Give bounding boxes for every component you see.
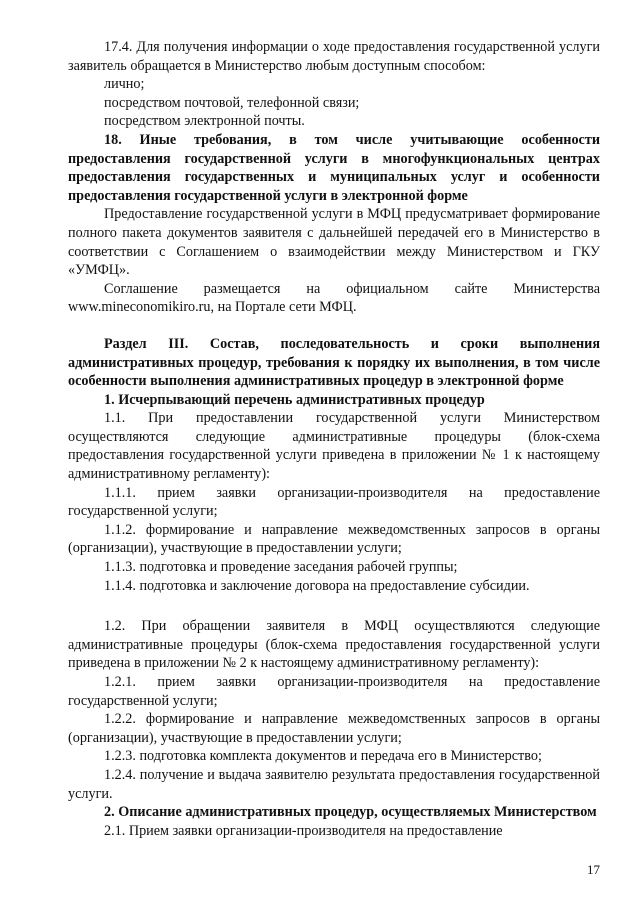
paragraph-1-2: 1.2. При обращении заявителя в МФЦ осуществляются следующие административные процедуры (блок-схема предоставления государственной услуги приведена в приложении № 2 к настоящему административному регламенту): [68,618,600,672]
spacer [68,317,600,335]
paragraph-1-1-3: 1.1.3. подготовка и проведение заседания рабочей группы; [104,559,458,576]
paragraph-1-2-3: 1.2.3. подготовка комплекта документов и передача его в Министерство; [104,748,542,765]
paragraph-1-1: 1.1. При предоставлении государственной услуги Министерством осуществляются следующие административные процедуры (блок-схема предоставления государственной услуги приведена в приложении № 1 к настоящему административному регламенту): [68,410,600,483]
paragraph-mfc-service: Предоставление государственной услуги в МФЦ предусматривает формирование полного пакета документов заявителя с дальнейшей передачей его в Министерство в соответствии с Соглашением о взаимодействии между Министерством и ГКУ «УМФЦ». [68,206,600,279]
paragraph-1-1-2: 1.1.2. формирование и направление межведомственных запросов в органы (организации), участвующие в предоставлении услуги; [68,521,600,557]
section-iii-heading: Раздел III. Состав, последовательность и сроки выполнения административных процедур, требования к порядку их выполнения, в том числе особенности выполнения административных процедур в электронной форме [68,335,600,390]
paragraph-1-2-2: 1.2.2. формирование и направление межведомственных запросов в органы (организации), участвующие в предоставлении услуги; [68,711,600,746]
paragraph-1-2-1: 1.2.1. прием заявки организации-производителя на предоставление государственной услуги; [68,674,600,709]
paragraph-17-4: 17.4. Для получения информации о ходе предоставления государственной услуги заявитель обращается в Министерство любым доступным способом: [68,39,600,74]
list-item-email: посредством электронной почты. [104,113,305,130]
document-page [68,38,600,840]
paragraph-agreement: Соглашение размещается на официальном сайте Министерства www.mineconomikiro.ru, на Портале сети МФЦ. [68,280,600,316]
paragraph-1-1-4: 1.1.4. подготовка и заключение договора на предоставление субсидии. [104,577,530,594]
spacer [68,595,600,617]
section-18-heading: 18. Иные требования, в том числе учитывающие особенности предоставления государственной услуги в многофункциональных центрах предоставления государственных и муниципальных услуг и особенности предоставления государственной услуги в электронной форме [68,131,600,204]
subsection-1-heading: 1. Исчерпывающий перечень административных процедур [104,391,485,408]
paragraph-1-2-4: 1.2.4. получение и выдача заявителю результата предоставления государственной услуги. [68,766,600,802]
page-number: 17 [587,862,600,877]
list-item-in-person: лично; [104,76,145,93]
list-item-post-phone: посредством почтовой, телефонной связи; [104,94,360,111]
subsection-2-heading: 2. Описание административных процедур, осуществляемых Министерством [104,804,597,821]
paragraph-2-1: 2.1. Прием заявки организации-производителя на предоставление [104,822,503,839]
paragraph-1-1-1: 1.1.1. прием заявки организации-производителя на предоставление государственной услуги; [68,484,600,520]
